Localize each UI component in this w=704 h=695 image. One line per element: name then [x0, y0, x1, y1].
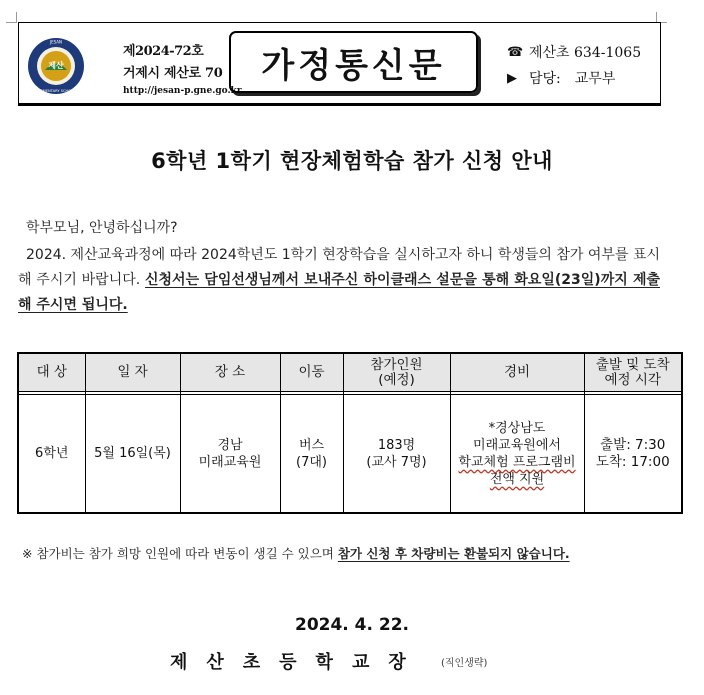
- phone-label: 제산초 634-1065: [529, 45, 642, 61]
- cell-target: 6학년: [18, 395, 85, 514]
- crop-mark-top-left: [6, 12, 17, 23]
- svg-text:ELEMENTARY SCHOOL: ELEMENTARY SCHOOL: [36, 89, 76, 93]
- issue-date: 2024. 4. 22.: [294, 615, 409, 635]
- header-times: 출발 및 도착 예정 시각: [584, 353, 682, 392]
- header-date: 일 자: [85, 353, 180, 392]
- cell-place: [180, 395, 280, 514]
- header-participants: 참가인원 (예정): [343, 353, 450, 392]
- body-paragraph: [18, 243, 660, 318]
- svg-text:제산: 제산: [48, 61, 64, 70]
- document-title: 6학년 1학기 현장체험학습 참가 신청 안내: [151, 149, 553, 173]
- svg-text:JESAN: JESAN: [49, 39, 63, 45]
- participants-line: 183명: [377, 437, 416, 453]
- cost-line: *경상남도: [488, 420, 546, 436]
- cell-times: [584, 395, 682, 514]
- school-url[interactable]: http://jesan-p.gne.go.kr: [123, 86, 242, 96]
- place-line: 경남: [217, 437, 243, 453]
- table-header-row: [18, 353, 682, 392]
- field-trip-table: [17, 352, 683, 514]
- school-name: 제산초등학교장: [170, 652, 425, 673]
- school-logo: [27, 37, 85, 95]
- transport-line: 버스: [298, 437, 325, 453]
- cell-participants: [343, 395, 450, 514]
- header-cost: 경비: [450, 353, 584, 392]
- cost-line: 전액 지원: [489, 471, 545, 487]
- header-place: 장 소: [180, 353, 280, 392]
- cell-date: 5월 16일(목): [85, 395, 180, 514]
- contact-info: [507, 39, 641, 91]
- issue-number: 제2024-72호: [123, 44, 204, 59]
- seal-note: (직인생략): [441, 658, 488, 669]
- note-emphasis: 참가 신청 후 차량비는 환불되지 않습니다.: [337, 546, 570, 561]
- table-row: [18, 395, 682, 514]
- body-emphasis: 신청서는 담임선생님께서 보내주신 하이클래스 설문을 통해 화요일(23일)까지 제출해 주시면 됩니다.: [18, 272, 661, 313]
- body-text: 2024. 제산교육과정에 따라 2024학년도 1학기 현장학습을 실시하고자 하니 학생들의 참가 여부를 표시해 주시기 바랍니다.: [18, 247, 660, 288]
- newsletter-title-box: [229, 31, 478, 93]
- header-transport: 이동: [280, 353, 343, 392]
- contact-label: 담당:: [529, 71, 561, 87]
- transport-line: (7대): [296, 454, 327, 470]
- refund-note: [22, 544, 570, 562]
- letterhead: [18, 22, 661, 104]
- greeting-text: 학부모님, 안녕하십니까?: [26, 220, 178, 236]
- school-address: 거제시 제산로 70: [123, 66, 223, 81]
- participants-line: (교사 7명): [366, 454, 427, 470]
- arrival-time: 도착: 17:00: [595, 453, 670, 470]
- arrow-right-icon: ▶: [507, 70, 517, 86]
- note-text: ※ 참가비는 참가 희망 인원에 따라 변동이 생길 수 있으며: [22, 546, 338, 561]
- cost-line: 학교체험 프로그램비: [458, 454, 576, 470]
- contact-value: 교무부: [574, 71, 616, 87]
- cost-line: 미래교육원에서: [473, 437, 561, 453]
- departure-time: 출발: 7:30: [600, 436, 666, 453]
- newsletter-title: 가정통신문: [261, 45, 446, 86]
- place-line: 미래교육원: [198, 454, 262, 470]
- letterhead-info: [123, 40, 242, 96]
- header-target: 대 상: [18, 353, 85, 392]
- phone-icon: ☎: [507, 44, 524, 60]
- greeting: [18, 216, 660, 241]
- cell-transport: [280, 395, 343, 514]
- cell-cost: [450, 395, 584, 514]
